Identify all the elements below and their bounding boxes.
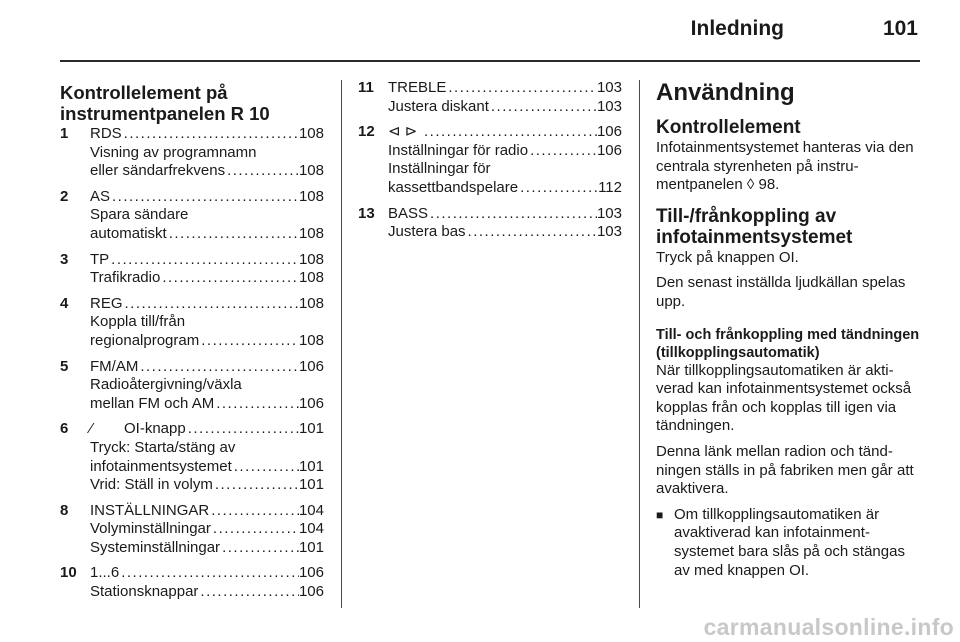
control-line: Radioåtergivning/växla: [90, 376, 242, 394]
dot-leader: [123, 295, 299, 314]
control-line: Spara sändare: [90, 206, 189, 224]
control-line: [90, 332, 324, 351]
control-line: [388, 223, 622, 242]
dot-leader: [446, 79, 597, 98]
control-line: [90, 502, 324, 521]
dot-leader: [466, 223, 597, 242]
control-lines: [90, 502, 324, 558]
power-subheading-line: Till-/frånkoppling av: [656, 205, 837, 227]
control-number: 13: [358, 204, 375, 222]
control-line: [90, 520, 324, 539]
control-line: [90, 162, 324, 181]
column-divider-left: [341, 80, 342, 608]
control-line: [388, 179, 622, 198]
page-reference: 108: [298, 250, 324, 268]
control-description: kassettbandspelare: [388, 178, 519, 196]
dot-leader: [528, 142, 597, 161]
control-lines: [90, 420, 324, 494]
control-number: 10: [60, 564, 77, 582]
dot-leader: [186, 420, 299, 439]
ignition-paragraph-2: Denna länk mellan radion och tänd-ningen ställs in på fabriken men går att avaktivera.: [656, 442, 914, 498]
control-lines: [90, 358, 324, 414]
button-symbol-icon: ⁄: [90, 420, 93, 438]
control-line: [90, 295, 324, 314]
control-entry: [60, 420, 324, 494]
control-number: 1: [60, 125, 69, 142]
entry-list-col1: [60, 125, 324, 602]
bullet-item: [656, 506, 920, 580]
page-reference: 108: [298, 125, 324, 142]
dot-leader: [225, 162, 299, 181]
page-reference: 106: [298, 357, 324, 375]
control-description: AS: [90, 187, 111, 205]
control-line: [90, 269, 324, 288]
control-lines: [90, 251, 324, 288]
dot-leader: [199, 332, 299, 351]
power-subheading: [656, 206, 920, 248]
page-reference: 108: [298, 269, 324, 287]
control-line: Koppla till/från: [90, 313, 186, 331]
dot-leader: [160, 269, 299, 288]
dot-leader: [422, 123, 597, 142]
control-lines: [388, 205, 622, 242]
control-line: Visning av programnamn: [90, 143, 257, 161]
controls-paragraph: Infotainmentsystemet hanteras via den centrala styrenheten på instru-mentpanelen ◊ 98.: [656, 139, 914, 194]
dot-leader: [167, 225, 299, 244]
button-symbol-icon: ⊲ ⊳: [388, 123, 418, 141]
control-line: [90, 125, 324, 144]
control-line: [388, 123, 622, 142]
control-entry: [60, 502, 324, 558]
control-line: [90, 358, 324, 377]
control-number: 12: [358, 123, 375, 141]
control-description: INSTÄLLNINGAR: [90, 501, 210, 519]
page-reference: 106: [298, 394, 324, 412]
control-line: [90, 225, 324, 244]
control-line: [90, 251, 324, 270]
control-number: 5: [60, 357, 69, 375]
usage-column: [656, 79, 920, 580]
page-reference: 101: [298, 420, 324, 438]
section-title-line: Kontrollelement på: [60, 82, 228, 103]
control-description: BASS: [388, 204, 429, 222]
page-reference: 103: [596, 97, 622, 115]
control-line: [90, 539, 324, 558]
section-title-line: instrumentpanelen R 10: [60, 103, 270, 124]
bullet-square-icon: ■: [656, 507, 664, 522]
control-description: REG: [90, 294, 123, 312]
control-line: [388, 142, 622, 161]
dot-leader: [198, 583, 299, 602]
controls-subheading: Kontrollelement: [656, 117, 801, 138]
control-description: Justera bas: [388, 223, 466, 241]
page-reference: 106: [596, 123, 622, 141]
control-number: 2: [60, 187, 69, 205]
dot-leader: [220, 539, 299, 558]
controls-column-2: [358, 79, 622, 249]
control-lines: [90, 295, 324, 351]
control-line: Tryck: Starta/stäng av: [90, 438, 236, 456]
control-description: TP: [90, 250, 110, 268]
control-number: 6: [60, 420, 69, 438]
page-reference: 104: [298, 520, 324, 538]
control-description: Inställningar för radio: [388, 141, 529, 159]
section-title: [60, 82, 324, 124]
control-description: Vrid: Ställ in volym: [90, 476, 213, 494]
watermark: carmanualsonline.info: [703, 614, 954, 640]
control-lines: [90, 564, 324, 601]
page-reference: 101: [298, 538, 324, 556]
power-subheading-line: infotainmentsystemet: [656, 226, 853, 248]
control-entry: [358, 205, 622, 242]
control-description: Stationsknappar: [90, 583, 199, 601]
page-header-title: Inledning: [690, 17, 784, 40]
ignition-subheading: Till- och frånkoppling med tändningen (tillkopplingsautomatik): [656, 326, 920, 361]
control-line: [90, 420, 324, 439]
control-description: infotainmentsystemet: [90, 457, 232, 475]
dot-leader: [213, 476, 299, 495]
page-reference: 106: [596, 141, 622, 159]
control-number: 11: [358, 79, 374, 96]
page-reference: 108: [298, 331, 324, 349]
control-lines: [90, 188, 324, 244]
control-number: 3: [60, 250, 69, 268]
control-line: [90, 458, 324, 477]
control-entry: [60, 358, 324, 414]
control-line: [90, 188, 324, 207]
control-line: [388, 98, 622, 117]
control-entry: [358, 123, 622, 197]
control-description: RDS: [90, 125, 122, 142]
header-rule: [60, 60, 920, 62]
dot-leader: [428, 205, 597, 224]
control-description: Systeminställningar: [90, 538, 221, 556]
dot-leader: [518, 179, 598, 198]
control-entry: [60, 564, 324, 601]
dot-leader: [211, 520, 299, 539]
page-reference: 103: [596, 223, 622, 241]
usage-heading: Användning: [656, 79, 795, 106]
control-line: [90, 583, 324, 602]
page-reference: 103: [596, 204, 622, 222]
control-description: Volyminställningar: [90, 520, 211, 538]
ignition-paragraph-1: När tillkopplingsautomatiken är akti-verad kan infotainmentsystemet också kopplas från och kopplas till igen via tändningen.: [656, 361, 912, 435]
page-reference: 108: [298, 187, 324, 205]
control-line: [388, 205, 622, 224]
control-number: 8: [60, 501, 69, 519]
column-divider-right: [639, 80, 640, 608]
dot-leader: [119, 564, 299, 583]
page-number: 101: [882, 17, 918, 40]
page-reference: 106: [298, 564, 324, 582]
control-description: mellan FM och AM: [90, 394, 215, 412]
control-entry: [60, 125, 324, 181]
page-reference: 104: [298, 501, 324, 519]
page-reference: 108: [298, 294, 324, 312]
control-description: automatiskt: [90, 224, 167, 242]
dot-leader: [110, 188, 299, 207]
control-description: 1...6: [90, 564, 120, 582]
dot-leader: [209, 502, 299, 521]
control-description: Justera diskant: [388, 97, 489, 115]
control-line: [90, 564, 324, 583]
controls-column-1: [60, 82, 324, 609]
control-description: Trafikradio: [90, 269, 161, 287]
dot-leader: [109, 251, 299, 270]
page-reference: 108: [298, 162, 324, 180]
power-paragraph-2: Den senast inställda ljudkällan spelas upp.: [656, 274, 906, 310]
page-reference: 101: [298, 476, 324, 494]
control-entry: [60, 251, 324, 288]
power-paragraph-1: Tryck på knappen OI.: [656, 248, 799, 266]
control-lines: [388, 79, 622, 116]
control-lines: [388, 123, 622, 197]
control-description: regionalprogram: [90, 331, 200, 349]
dot-leader: [138, 358, 299, 377]
control-line: Inställningar för: [388, 160, 491, 178]
dot-leader: [122, 125, 299, 144]
control-description: FM/AM: [90, 357, 139, 375]
control-entry: [60, 188, 324, 244]
control-description: OI-knapp: [124, 420, 186, 438]
control-line: [90, 476, 324, 495]
control-entry: [358, 79, 622, 116]
bullet-text: Om tillkopplingsautomatiken är avaktiverad kan infotainment-systemet bara slås på och stängas av med knappen OI.: [674, 505, 905, 579]
control-number: 4: [60, 294, 69, 312]
page-reference: 106: [298, 583, 324, 601]
dot-leader: [489, 98, 597, 117]
dot-leader: [232, 458, 299, 477]
control-entry: [60, 295, 324, 351]
entry-list-col2: [358, 79, 622, 242]
control-line: [388, 79, 622, 98]
control-lines: [90, 125, 324, 181]
dot-leader: [214, 395, 299, 414]
page-reference: 101: [298, 457, 324, 475]
page-reference: 103: [596, 79, 622, 96]
control-description: eller sändarfrekvens: [90, 162, 226, 180]
page-reference: 112: [598, 178, 622, 196]
control-line: [90, 395, 324, 414]
control-description: TREBLE: [388, 79, 447, 96]
page-reference: 108: [298, 224, 324, 242]
